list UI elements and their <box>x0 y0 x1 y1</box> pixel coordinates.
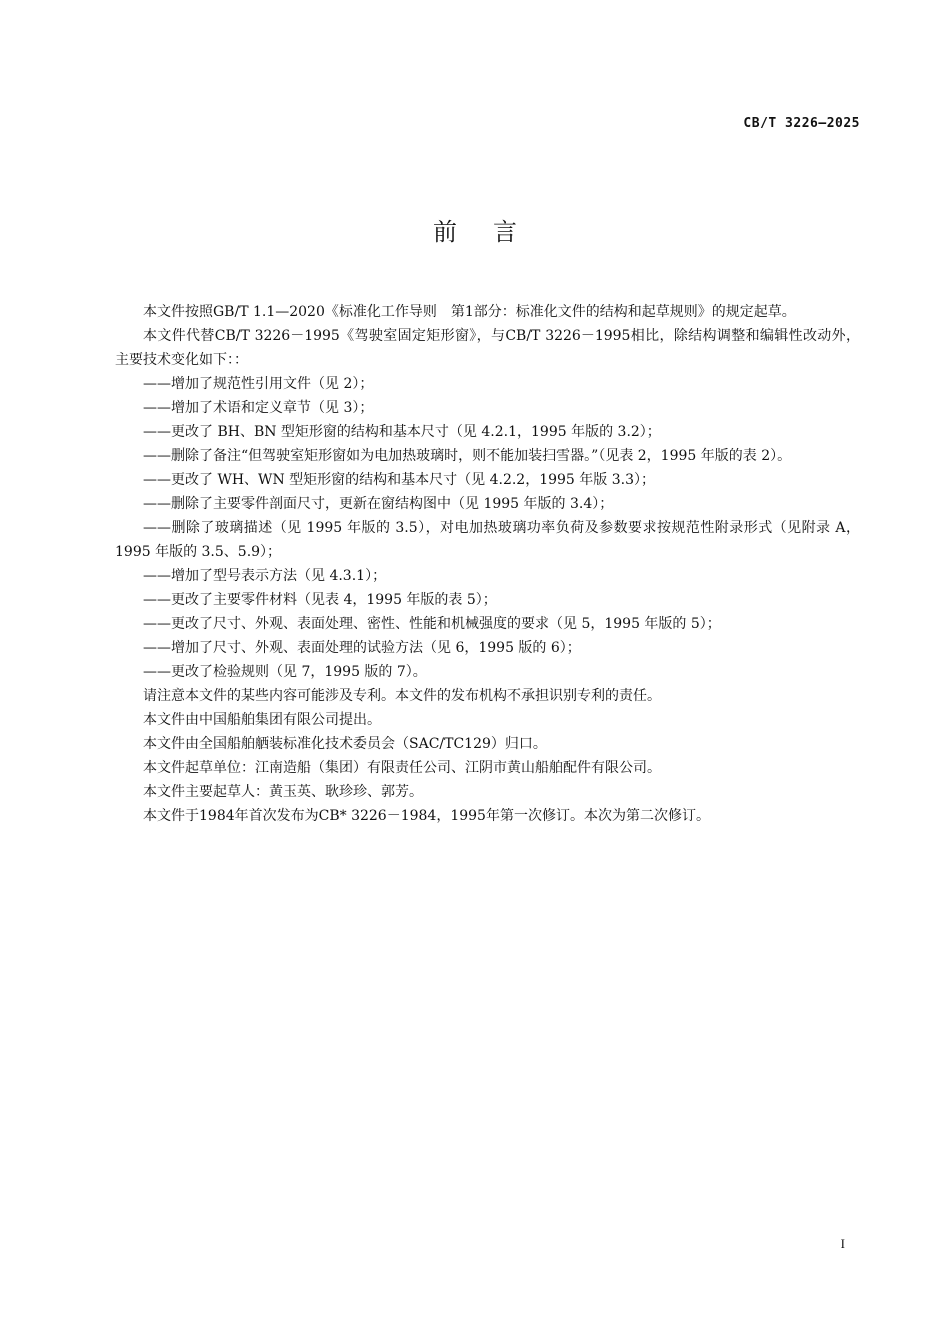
change-item: ——增加了术语和定义章节（见 3）； <box>143 400 374 416</box>
change-item: ——更改了尺寸、外观、表面处理、密性、性能和机械强度的要求（见 5，1995 年版的 5）； <box>143 616 721 632</box>
paragraph-committee: 本文件由全国船舶舾装标准化技术委员会（SAC/TC129）归口。 <box>143 736 547 752</box>
paragraph-drafters: 本文件主要起草人：黄玉英、耿珍珍、郭芳。 <box>143 784 423 800</box>
change-item: ——删除了备注“但驾驶室矩形窗如为电加热玻璃时，则不能加装扫雪器。”（见表 2，1995 年版的表 2）。 <box>143 448 792 464</box>
change-item: ——更改了 WH、WN 型矩形窗的结构和基本尺寸（见 4.2.2，1995 年版 3.3）； <box>143 472 656 488</box>
paragraph-replacement: 本文件代替CB/T 3226－1995《驾驶室固定矩形窗》，与CB/T 3226－1995相比，除结构调整和编辑性改动外，主要技术变化如下：： <box>115 328 860 368</box>
paragraph-drafting-rules: 本文件按照GB/T 1.1—2020《标准化工作导则 第1部分：标准化文件的结构和起草规则》的规定起草。 <box>143 304 796 320</box>
change-item: ——更改了 BH、BN 型矩形窗的结构和基本尺寸（见 4.2.1，1995 年版的 3.2）； <box>143 424 661 440</box>
change-item: ——增加了尺寸、外观、表面处理的试验方法（见 6，1995 版的 6）； <box>143 640 581 656</box>
standard-number: CB/T 3226—2025 <box>743 116 860 131</box>
change-item: ——增加了规范性引用文件（见 2）； <box>143 376 374 392</box>
change-item: ——增加了型号表示方法（见 4.3.1）； <box>143 568 387 584</box>
paragraph-history: 本文件于1984年首次发布为CB* 3226－1984，1995年第一次修订。本次为第二次修订。 <box>143 808 710 824</box>
foreword-body <box>115 300 860 828</box>
change-item: ——删除了主要零件剖面尺寸，更新在窗结构图中（见 1995 年版的 3.4）； <box>143 496 614 512</box>
paragraph-patent-notice: 请注意本文件的某些内容可能涉及专利。本文件的发布机构不承担识别专利的责任。 <box>143 688 661 704</box>
page-number: I <box>840 1236 845 1251</box>
page-title: 前言 <box>433 218 553 246</box>
change-item: ——更改了主要零件材料（见表 4，1995 年版的表 5）； <box>143 592 497 608</box>
paragraph-drafting-units: 本文件起草单位：江南造船（集团）有限责任公司、江阴市黄山船舶配件有限公司。 <box>143 760 661 776</box>
change-item: ——删除了玻璃描述（见 1995 年版的 3.5），对电加热玻璃功率负荷及参数要求按规范性附录形式（见附录 A，1995 年版的 3.5、5.9）； <box>115 520 860 560</box>
change-item: ——更改了检验规则（见 7，1995 版的 7）。 <box>143 664 427 680</box>
paragraph-proposer: 本文件由中国船舶集团有限公司提出。 <box>143 712 381 728</box>
